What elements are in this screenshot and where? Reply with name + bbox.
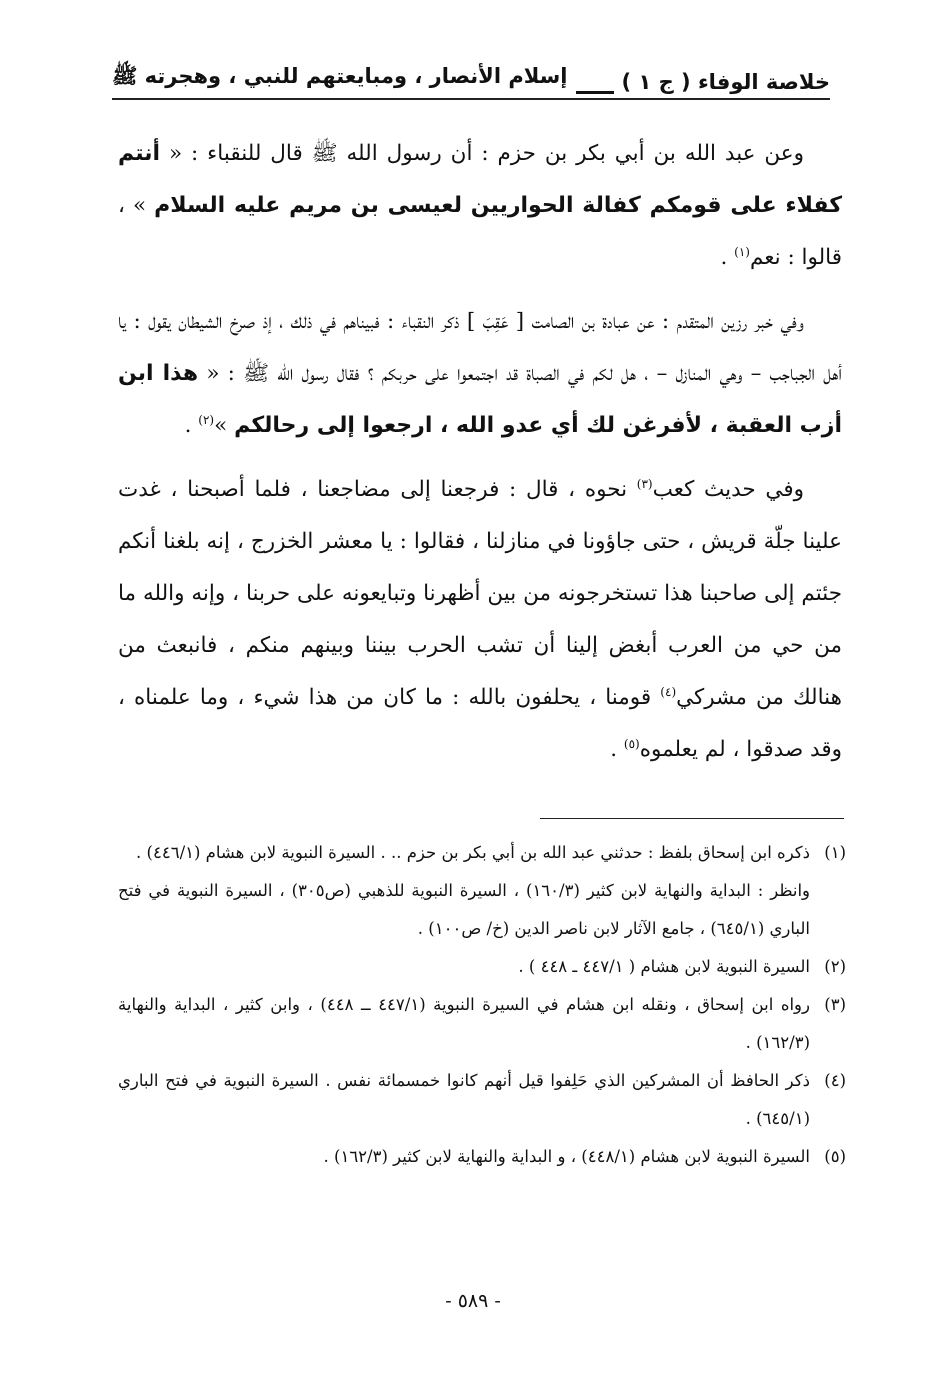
footnote-number: (٢) xyxy=(824,957,846,976)
footnote-ref-1[interactable]: (١) xyxy=(734,244,750,259)
paragraph-1-text-c: . xyxy=(720,245,735,270)
footnote-number: (٣) xyxy=(824,995,846,1014)
paragraph-2-text-c: . xyxy=(184,413,199,438)
page-number: - ٥٨٩ - xyxy=(445,1290,501,1312)
header-separator xyxy=(576,91,614,94)
footnote-5 xyxy=(118,1138,846,1176)
paragraph-2 xyxy=(118,296,842,452)
footnote-1 xyxy=(118,834,846,872)
footnote-ref-5[interactable]: (٥) xyxy=(623,736,640,751)
footnote-text: رواه ابن إسحاق ، ونقله ابن هشام في السيرة النبوية (٤٤٧/١ ــ ٤٤٨) ، وابن كثير ، البداية والنهاية (١٦٢/٣) . xyxy=(118,995,810,1052)
paragraph-3-text-d: . xyxy=(610,737,624,762)
footnote-ref-4[interactable]: (٤) xyxy=(660,684,677,699)
footnote-number: (٥) xyxy=(824,1147,846,1166)
paragraph-3-text-c: قومنا ، يحلفون بالله : ما كان من هذا شيء ، وما علمناه ، وقد صدقوا ، لم يعلموه xyxy=(118,685,842,762)
header-book-title: خلاصة الوفاء ( ج ١ ) xyxy=(621,70,830,94)
footnote-number: (٤) xyxy=(824,1071,846,1090)
paragraph-1 xyxy=(118,128,842,284)
paragraph-3-text-b: نحوه ، قال : فرجعنا إلى مضاجعنا ، فلما أصبحنا ، غدت علينا جلّة قريش ، حتى جاؤونا في منازلنا ، فقالوا : يا معشر الخزرج ، إنه بلغنا أنكم جئتم إلى صاحبنا هذا تستخرجونه من بين أظهرنا وتبايعونه على حربنا ، وإنه والله ما من حي من العرب أبغض إلينا أن تشب الحرب بيننا وبينهم منكم ، فانبعث من هنالك من مشركي xyxy=(118,477,842,710)
paragraph-2-quote: هذا ابن أزب العقبة ، لأفرغن لك أي عدو الله ، ارجعوا إلى رحالكم xyxy=(118,361,842,438)
paragraph-3 xyxy=(118,464,842,776)
footnote-3 xyxy=(118,986,846,1062)
paragraph-1-text-b: » ، قالوا : نعم xyxy=(118,193,842,270)
footnote-ref-3[interactable]: (٣) xyxy=(636,476,653,491)
footnote-number: (١) xyxy=(824,843,846,862)
footnote-text: السيرة النبوية لابن هشام (٤٤٨/١) ، و البداية والنهاية لابن كثير (١٦٢/٣) . xyxy=(323,1147,810,1166)
footnote-divider xyxy=(540,818,844,819)
footnote-text: ذكره ابن إسحاق بلفظ : حدثني عبد الله بن أبي بكر بن حزم .. . السيرة النبوية لابن هشام (٤٤٦/١) . xyxy=(136,843,810,862)
footnote-2 xyxy=(118,948,846,986)
paragraph-2-text-b: » xyxy=(214,413,235,438)
header-chapter-title: إسلام الأنصار ، ومبايعتهم للنبي ، وهجرته ﷺ xyxy=(112,64,568,88)
paragraph-3-text-a: وفي حديث كعب xyxy=(652,477,805,502)
paragraph-1-quote: أنتم كفلاء على قومكم كفالة الحواريين لعيسى بن مريم عليه السلام xyxy=(118,141,843,218)
footnote-ref-2[interactable]: (٢) xyxy=(198,412,215,427)
paragraph-1-text-a: وعن عبد الله بن أبي بكر بن حزم : أن رسول الله ﷺ قال للنقباء : « xyxy=(160,141,804,166)
paragraph-2-text-a: وفي خبر رزين المتقدم : عن عبادة بن الصامت [ عَقِبَ ] ذكر النقباء : فبيناهم في ذلك ، إذ صرخ الشيطان يقول : يا أهل الجباجب – وهي المنازل – ، هل لكم في الصباة قد اجتمعوا على حربكم ؟ فقال رسول الله ﷺ : « xyxy=(118,309,843,386)
footnote-1-continuation: وانظر : البداية والنهاية لابن كثير (١٦٠/٣) ، السيرة النبوية للذهبي (ص٣٠٥) ، السيرة النبوية في فتح الباري (٦٤٥/١) ، جامع الآثار لابن ناصر الدين (خ/ ص١٠٠) . xyxy=(118,881,811,938)
footnote-4 xyxy=(118,1062,846,1138)
footnote-text: ذكر الحافظ أن المشركين الذي حَلِفوا قيل أنهم كانوا خمسمائة نفس . السيرة النبوية في فتح الباري (٦٤٥/١) . xyxy=(118,1071,810,1128)
running-header xyxy=(112,50,830,100)
main-text xyxy=(118,128,842,788)
footnotes xyxy=(118,834,846,1176)
footnote-text: السيرة النبوية لابن هشام ( ٤٤٧/١ ـ ٤٤٨ ) . xyxy=(518,957,810,976)
